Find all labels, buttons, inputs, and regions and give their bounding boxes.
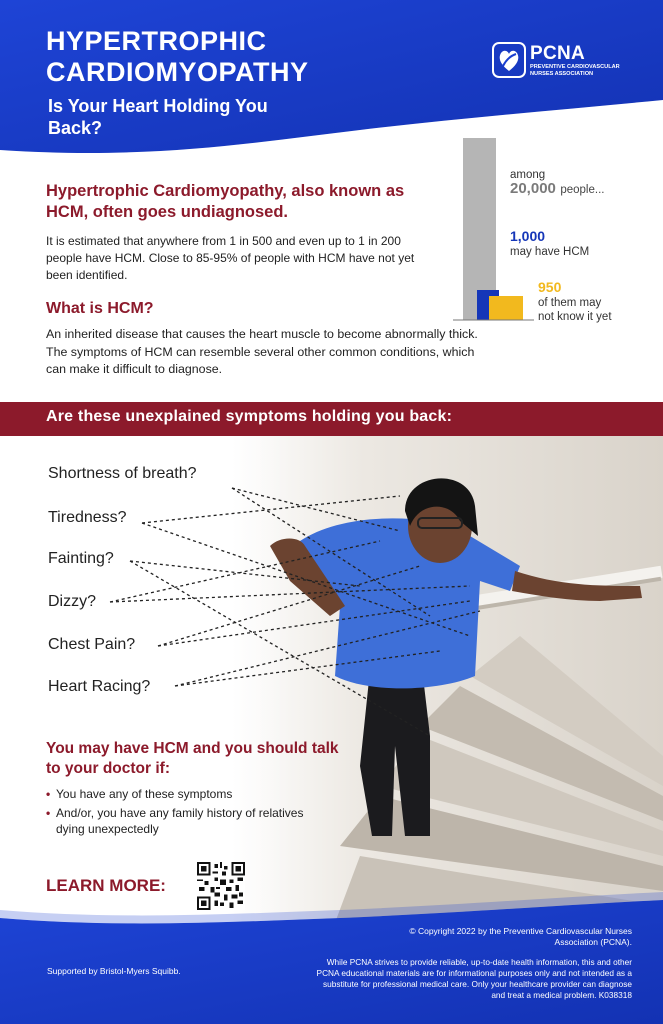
stat-total	[510, 180, 604, 198]
title-line-2: CARDIOMYOPATHY	[46, 57, 309, 87]
intro-heading: Hypertrophic Cardiomyopathy, also known as HCM, often goes undiagnosed.	[46, 182, 405, 221]
cta-bullet-item: • You have any of these symptoms	[46, 786, 326, 802]
logo-subtitle: PREVENTIVE CARDIOVASCULAR NURSES ASSOCIATION	[530, 64, 620, 77]
stat-hcm-value: 1,000	[510, 228, 546, 244]
what-is-hcm-body: An inherited disease that causes the heart muscle to become abnormally thick. The symptoms of HCM can resemble several other common conditions, which can make it difficult to diagnose.	[46, 327, 478, 376]
cta-bullet-item: • And/or, you have any family history of relatives dying unexpectedly	[46, 805, 326, 837]
symptom-shortness-of-breath: Shortness of breath?	[48, 465, 197, 482]
symptom-fainting: Fainting?	[48, 550, 114, 567]
symptoms-banner	[0, 402, 663, 436]
footer-background	[0, 880, 663, 1024]
logo-name: PCNA	[530, 43, 586, 64]
heart-logo-icon	[492, 42, 526, 78]
page-title	[46, 26, 309, 88]
symptom-tiredness: Tiredness?	[48, 509, 127, 526]
symptoms-banner-text: Are these unexplained symptoms holding you back:	[46, 408, 453, 425]
what-is-hcm-heading: What is HCM?	[46, 300, 154, 317]
stat-unknown-label-2: not know it yet	[538, 311, 612, 323]
cta-bullet-list	[46, 786, 326, 840]
sponsor-note: Supported by Bristol-Myers Squibb.	[47, 966, 181, 976]
stat-total-tail: people...	[560, 184, 605, 196]
stat-hcm-label: may have HCM	[510, 246, 590, 258]
title-line-1: HYPERTROPHIC	[46, 26, 267, 56]
learn-more-label: LEARN MORE:	[46, 876, 166, 895]
disclaimer-text: While PCNA strives to provide reliable, up-to-date health information, this and other PCNA educational materials are for informational purposes only and not intended as a substitute for professional medical care. Only your healthcare provider can diagnose and treat a medical problem. K038318	[316, 957, 632, 1000]
stat-among-label: among	[510, 169, 546, 181]
stat-unknown-label-1: of them may	[538, 297, 602, 309]
bar-unknown	[489, 296, 523, 320]
stat-total-value: 20,000	[510, 180, 556, 197]
pcna-logo	[492, 42, 622, 82]
stat-unknown-value: 950	[538, 279, 562, 295]
cta-heading: You may have HCM and you should talk to your doctor if:	[46, 740, 339, 777]
symptom-dizzy: Dizzy?	[48, 593, 97, 610]
symptom-heart-racing: Heart Racing?	[48, 678, 151, 695]
bar-hcm	[477, 290, 499, 320]
copyright-text: © Copyright 2022 by the Preventive Cardiovascular Nurses Association (PCNA).	[409, 926, 632, 947]
intro-body: It is estimated that anywhere from 1 in 500 and even up to 1 in 200 people have HCM. Close to 85-95% of people with HCM have not yet been identified.	[46, 234, 415, 282]
page-subtitle: Is Your Heart Holding You Back?	[48, 96, 268, 138]
symptom-chest-pain: Chest Pain?	[48, 636, 136, 653]
